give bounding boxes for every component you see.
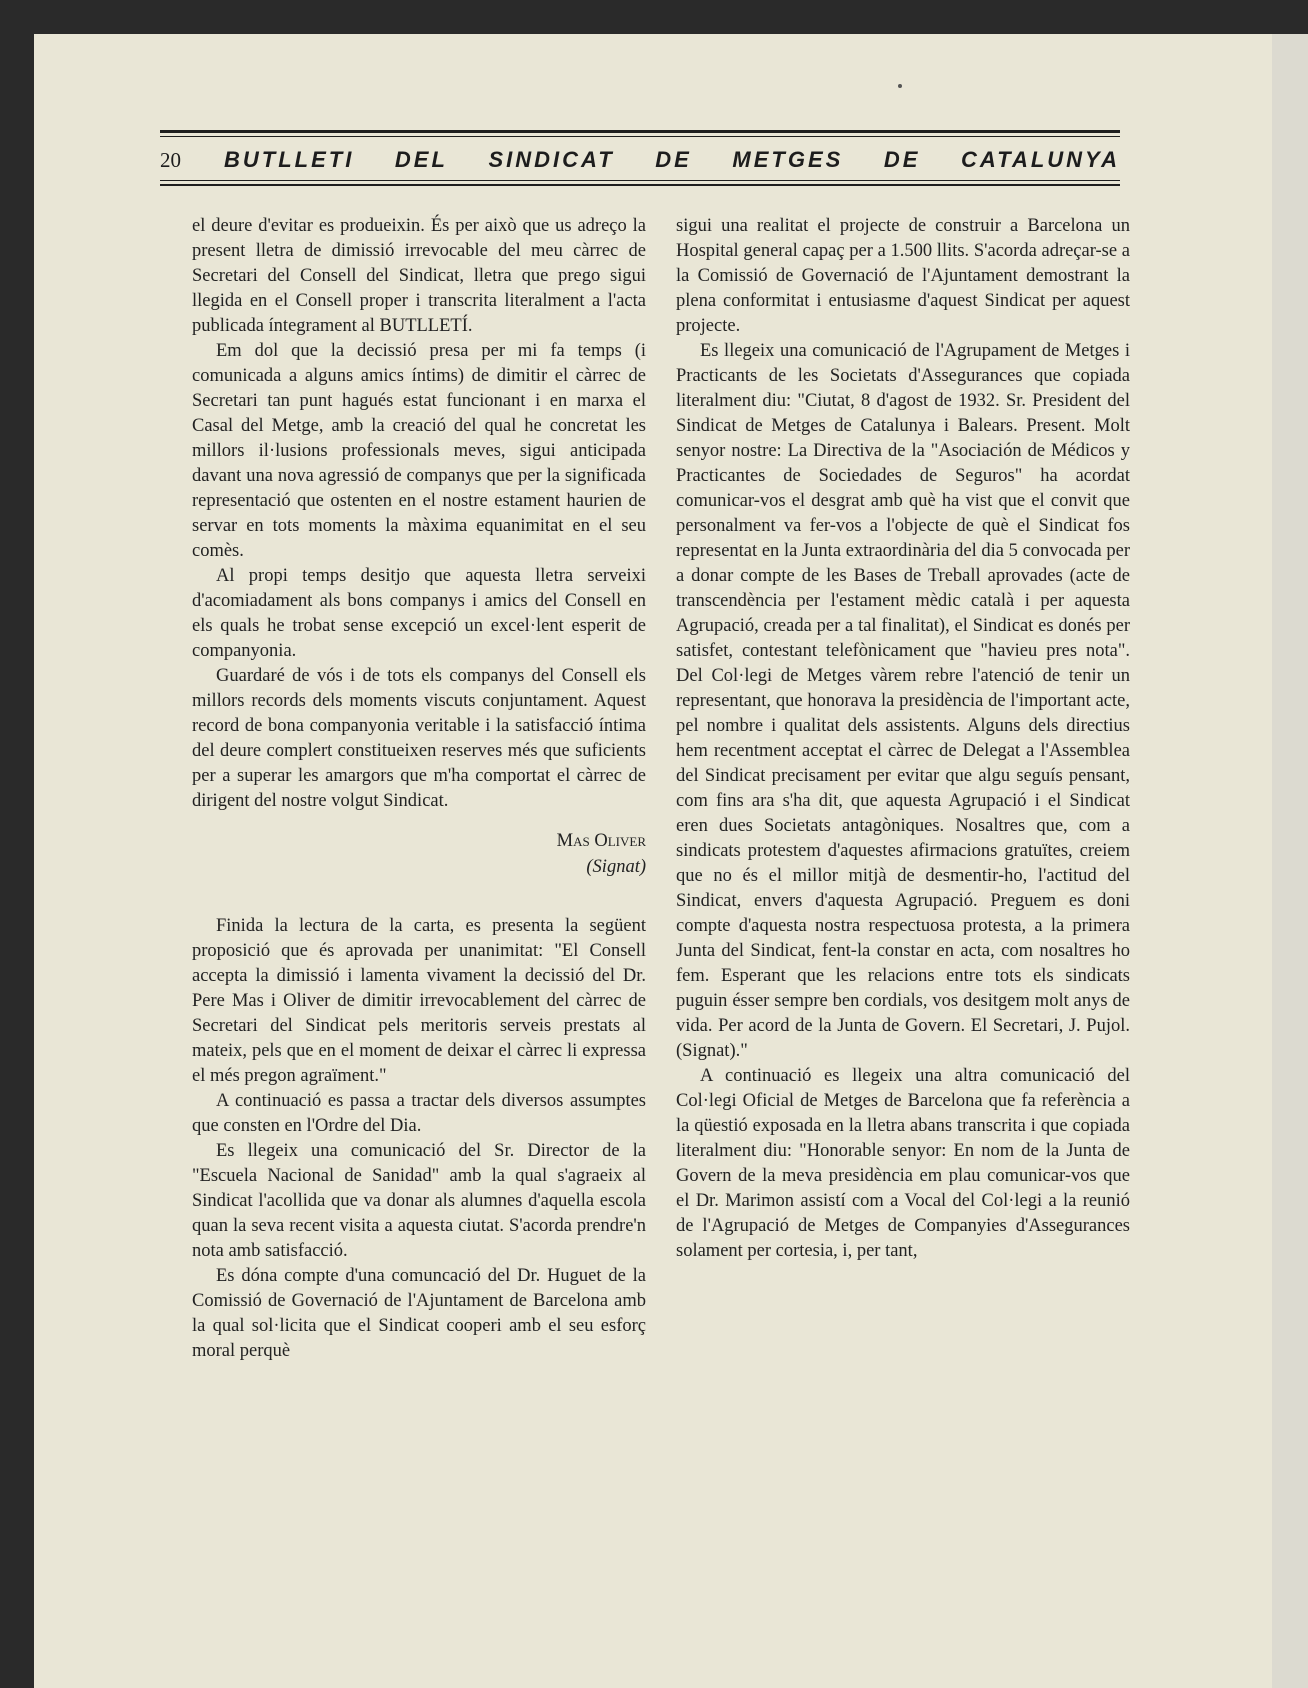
title-word: METGES <box>732 147 844 172</box>
paragraph: Guardaré de vós i de tots els companys del Consell els millors records dels moments viscuts conjuntament. Aquest record de bona companyonia veritable i la satisfacció íntima del deure complert constitueixen reserves més que suficients per a superar les amargors que m'ha comportat el càrrec de dirigent del nostre volgut Sindicat. <box>192 666 646 811</box>
next-page-edge <box>1272 34 1308 1688</box>
paragraph: A continuació es llegeix una altra comunicació del Col·legi Oficial de Metges de Barcelona que fa referència a la qüestió exposada en la lletra abans transcrita i que copiada literalment diu: "Honorable senyor: En nom de la Junta de Govern de la meva presidència em plau comunicar-vos que el Dr. Marimon assistí com a Vocal del Col·legi a la reunió de l'Agrupació de Metges de Companyies d'Assegurances solament per cortesia, i, per tant, <box>676 1066 1130 1261</box>
spacer <box>192 880 646 914</box>
ink-mark <box>898 84 902 88</box>
paragraph: Es llegeix una comunicació de l'Agrupament de Metges i Practicants de les Societats d'Assegurances que copiada literalment diu: "Ciutat, 8 d'agost de 1932. Sr. President del Sindicat de Metges de Catalunya i Balears. Present. Molt senyor nostre: La Directiva de la "Asociación de Médicos y Practicantes de Sociedades de Seguros" ha acordat comunicar-vos el desgrat amb què ha vist que el convit que personalment va fer-vos a l'objecte de què el Sindicat fos representat en la Junta extraordinària del dia 5 convocada per a donar compte de les Bases de Treball aprovades (acte de transcendència per l'estament mèdic català i per aquesta Agrupació, creada per a tal finalitat), el Sindicat es donés per satisfet, contestant telefònicament que "havieu pres nota". Del Col·legi de Metges vàrem rebre l'atenció de tenir un representant, que honorava la presidència de l'important acte, pel nombre i qualitat dels assistents. Alguns dels directius hem recentment acceptat el càrrec de Delegat a l'Assemblea del Sindicat precisament per evitar que algu seguís pensant, com fins ara s'ha dit, que aquesta Agrupació i el Sindicat eren dues Societats antagòniques. Nosaltres que, com a sindicats protestem d'aquestes afirmacions gratuïtes, creiem que no és el millor mitjà de desmentir-ho, l'actitud del Sindicat, envers d'aquesta Agrupació. Preguem es doni compte d'aquesta nostra respectuosa protesta, a la primera Junta del Sindicat, fent-la constar en acta, com nosaltres ho fem. Esperant que les relacions entre tots els sindicats puguin ésser sempre ben cordials, vos desitgem molt anys de vida. Per acord de la Junta de Govern. El Secretari, J. Pujol. (Signat)." <box>676 341 1130 1061</box>
paragraph: Em dol que la decissió presa per mi fa temps (i comunicada a alguns amics íntims) de dimitir el càrrec de Secretari tan punt hagués estat funcionant i en marxa el Casal del Metge, amb la creació del qual he concretat les millors il·lusions professionals meves, sigui anticipada davant una nova agressió de companys que per la significada representació que ostenten en el nostre estament haurien de servar en tots moments la màxima equanimitat en el seu comès. <box>192 341 646 561</box>
header-rule <box>160 136 1120 137</box>
paragraph: sigui una realitat el projecte de construir a Barcelona un Hospital general capaç per a 1.500 llits. S'acorda adreçar-se a la Comissió de Governació de l'Ajuntament demostrant la plena conformitat i entusiasme d'aquest Sindicat per aquest projecte. <box>676 216 1130 336</box>
right-column <box>676 214 1130 1264</box>
header-rule <box>160 184 1120 186</box>
header-rule <box>160 180 1120 181</box>
title-word: SINDICAT <box>488 147 615 172</box>
header-rule <box>160 130 1120 133</box>
paragraph: el deure d'evitar es produeixin. És per això que us adreço la present lletra de dimissió irrevocable del meu càrrec de Secretari del Consell del Sindicat, lletra que prego sigui llegida en el Consell proper i transcrita literalment a l'acta publicada íntegrament al BUTLLETÍ. <box>192 216 646 336</box>
letter-signature <box>192 828 646 880</box>
title-word: CATALUNYA <box>961 147 1120 172</box>
paragraph: Al propi temps desitjo que aquesta lletra serveixi d'acomiadament als bons companys i amics del Consell en els quals he trobat sense excepció un excel·lent esperit de companyonia. <box>192 566 646 661</box>
running-header <box>160 96 1120 188</box>
title-word: DE <box>655 147 692 172</box>
left-column <box>192 214 646 1364</box>
signature-role: (Signat) <box>586 857 646 877</box>
running-title <box>224 147 1120 173</box>
title-word: DE <box>883 147 921 172</box>
signature-name: Mas Oliver <box>556 831 646 851</box>
paragraph: A continuació es passa a tractar dels diversos assumptes que consten en l'Ordre del Dia. <box>192 1091 646 1136</box>
paragraph: Finida la lectura de la carta, es presenta la següent proposició que és aprovada per unanimitat: "El Consell accepta la dimissió i lamenta vivament la decissió del Dr. Pere Mas i Oliver de dimitir irrevocablement del càrrec de Secretari del Sindicat pels meritoris serveis prestats al mateix, pels que en el moment de deixar el càrrec li expressa el més pregon agraïment." <box>192 916 646 1086</box>
title-word: BUTLLETI <box>224 147 355 172</box>
paragraph: Es llegeix una comunicació del Sr. Director de la "Escuela Nacional de Sanidad" amb la qual s'agraeix al Sindicat l'acollida que va donar als alumnes d'aquella escola quan la seva recent visita a aquesta ciutat. S'acorda prendre'n nota amb satisfacció. <box>192 1141 646 1261</box>
page-number: 20 <box>160 147 181 172</box>
header-row <box>160 144 1120 176</box>
paragraph: Es dóna compte d'una comuncació del Dr. Huguet de la Comissió de Governació de l'Ajuntament de Barcelona amb la qual sol·licita que el Sindicat cooperi amb el seu esforç moral perquè <box>192 1266 646 1361</box>
title-word: DEL <box>394 147 448 172</box>
